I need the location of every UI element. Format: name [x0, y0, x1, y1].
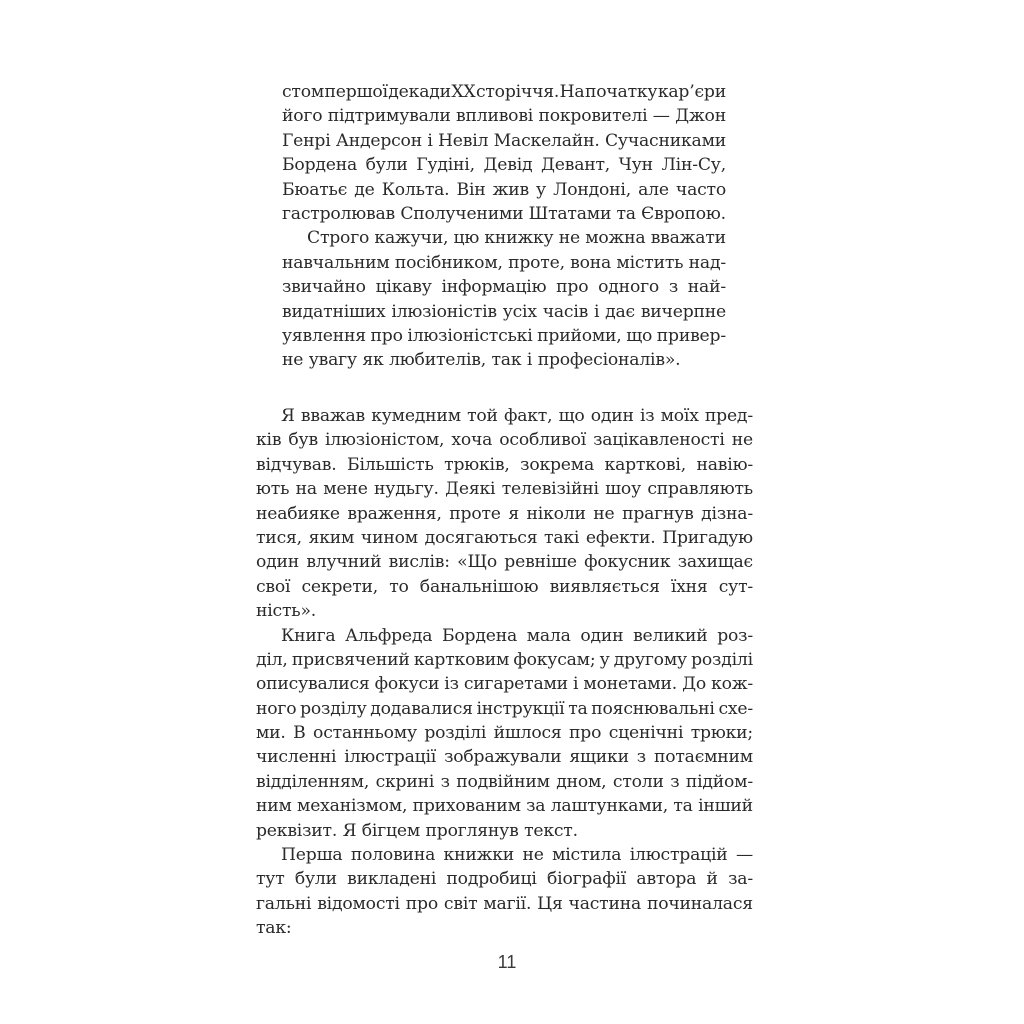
word: подвійним — [456, 771, 550, 792]
word: XX — [451, 82, 476, 102]
word: тися, — [256, 527, 302, 548]
word: Генрі — [282, 130, 331, 151]
word: так: — [256, 918, 292, 939]
word: скрині — [375, 771, 435, 792]
word: Чун — [618, 155, 653, 176]
word: пред- — [704, 406, 753, 426]
word: враження, — [347, 503, 442, 524]
word: столи — [612, 771, 664, 792]
word: що — [626, 325, 653, 346]
main-line — [256, 575, 753, 599]
word: Перша — [281, 845, 343, 866]
quote-line — [282, 202, 726, 226]
word: особливої — [499, 430, 587, 451]
word: про — [569, 723, 602, 744]
word: численні — [256, 747, 337, 768]
word: Строго — [307, 228, 370, 249]
word: сигаретами — [463, 674, 568, 695]
word: не — [593, 503, 615, 524]
word: професіоналів». — [537, 350, 681, 371]
word: з — [440, 771, 450, 792]
word: за — [526, 796, 546, 817]
word: посібником, — [394, 252, 503, 273]
word: їхня — [670, 576, 708, 597]
word: Він — [456, 179, 486, 200]
word: підтримували — [327, 106, 451, 127]
word: мала — [526, 625, 571, 646]
word: ків — [256, 430, 282, 451]
word: досягаються — [424, 527, 538, 548]
word: лаштунками, — [550, 796, 669, 817]
word: Книга — [281, 625, 336, 646]
word: та — [616, 203, 636, 224]
word: ніколи — [526, 503, 586, 524]
word: чином — [360, 527, 418, 548]
word: першої — [324, 82, 388, 102]
word: сценічні — [608, 723, 684, 744]
word: як — [362, 350, 384, 371]
word: містить — [616, 252, 684, 273]
quote-line — [282, 104, 726, 128]
quote-line — [282, 129, 726, 153]
word: ящики — [569, 747, 629, 768]
word: інструкції — [476, 698, 565, 719]
word: були — [294, 869, 337, 890]
word: ілюзіоністів — [391, 301, 497, 322]
word: До — [682, 674, 706, 695]
word: ревніше — [504, 552, 577, 573]
word: На — [559, 82, 585, 102]
word: світ — [443, 893, 478, 914]
word: один — [256, 552, 300, 573]
word: не — [558, 228, 580, 249]
word: Невіл — [438, 130, 489, 151]
main-line — [256, 624, 753, 648]
word: виявляється — [549, 576, 660, 597]
word: дізна- — [701, 503, 753, 524]
word: його — [282, 106, 323, 127]
word: Маскелайн. — [493, 130, 600, 151]
main-line — [256, 404, 753, 428]
word: трюки; — [690, 723, 753, 744]
main-line — [256, 745, 753, 769]
word: то — [389, 576, 409, 597]
word: той — [467, 406, 498, 426]
word: Деякі — [445, 479, 496, 500]
word: карткові, — [604, 454, 686, 475]
word: декади — [388, 82, 451, 102]
word: «Що — [457, 552, 498, 573]
word: В — [293, 723, 306, 744]
word: ілюстрації — [344, 747, 437, 768]
word: проглянув — [425, 820, 519, 841]
word: вважати — [650, 228, 726, 249]
word: один — [580, 625, 624, 646]
word: та — [568, 698, 588, 719]
word: монетами. — [583, 674, 677, 695]
word: з — [668, 277, 679, 298]
main-line — [256, 819, 753, 843]
main-line — [256, 599, 753, 623]
word: картковим — [413, 649, 510, 670]
word: увагу — [308, 350, 357, 371]
word: сут- — [718, 576, 753, 597]
word: Сучасниками — [604, 130, 726, 151]
word: не — [522, 845, 544, 866]
word: з — [636, 747, 646, 768]
word: про — [405, 893, 438, 914]
main-line — [256, 550, 753, 574]
quote-line — [282, 251, 726, 275]
main-line — [256, 648, 753, 672]
word: гальні — [256, 893, 312, 914]
word: викладені — [347, 869, 437, 890]
word: були — [365, 155, 408, 176]
word: покровителі — [538, 106, 648, 127]
word: відчував. — [256, 454, 337, 475]
word: вислів: — [388, 552, 450, 573]
main-line — [256, 672, 753, 696]
word: Джон — [675, 106, 726, 127]
word: прийоми, — [537, 325, 622, 346]
word: про — [370, 325, 403, 346]
page-number: 11 — [497, 952, 517, 972]
main-line — [256, 843, 753, 867]
word: магії. — [483, 893, 532, 914]
word: часто — [675, 179, 726, 200]
word: над- — [688, 252, 726, 273]
word: у — [536, 179, 546, 200]
word: відомості — [317, 893, 400, 914]
quote-line — [282, 324, 726, 348]
word: Лін-Су, — [661, 155, 726, 176]
word: прихованим — [412, 796, 521, 817]
word: ють — [256, 479, 290, 500]
word: привер- — [656, 325, 726, 346]
word: Лондоні, — [553, 179, 631, 200]
word: у — [599, 649, 610, 670]
word: текст. — [524, 820, 578, 841]
main-line — [256, 794, 753, 818]
word: схе- — [718, 698, 753, 719]
word: нудьгу. — [374, 479, 439, 500]
word: що — [558, 406, 585, 426]
word: проте — [449, 503, 501, 524]
word: гастролював — [282, 203, 396, 224]
quote-block — [282, 80, 726, 373]
word: з — [670, 771, 680, 792]
word: останньому — [313, 723, 417, 744]
main-line — [256, 770, 753, 794]
word: фокуси — [374, 674, 440, 695]
word: кар’єри — [657, 82, 726, 102]
word: підйом- — [685, 771, 753, 792]
word: був — [288, 430, 318, 451]
word: другому — [613, 649, 687, 670]
word: моїх — [660, 406, 699, 426]
word: навію- — [696, 454, 753, 475]
word: інформацію — [441, 277, 547, 298]
word: зображували — [444, 747, 562, 768]
word: Бордена — [441, 625, 518, 646]
word: Я — [281, 406, 295, 426]
word: уявлення — [282, 325, 366, 346]
word: ілюзіоністські — [407, 325, 533, 346]
word: на — [295, 479, 317, 500]
word: Пригадую — [662, 527, 753, 548]
word: ілюстрацій — [629, 845, 728, 866]
word: — — [735, 845, 753, 866]
word: любителів, — [389, 350, 486, 371]
word: хоча — [451, 430, 493, 451]
word: телевізійні — [501, 479, 599, 500]
word: банальнішою — [419, 576, 539, 597]
word: і — [427, 130, 433, 151]
word: ефекти. — [585, 527, 656, 548]
quote-line — [282, 178, 726, 202]
word: фокусник — [584, 552, 671, 573]
quote-line — [282, 153, 726, 177]
word: кож- — [711, 674, 753, 695]
main-line — [256, 453, 753, 477]
word: половина — [350, 845, 436, 866]
word: навчальним — [282, 252, 390, 273]
main-line — [256, 502, 753, 526]
word: Європою. — [641, 203, 726, 224]
word: часів — [542, 301, 589, 322]
word: описувалися — [256, 674, 370, 695]
word: Кольта. — [381, 179, 450, 200]
word: де — [354, 179, 375, 200]
word: починалася — [646, 893, 753, 914]
word: кажучи, — [374, 228, 449, 249]
main-line — [256, 867, 753, 891]
word: додавалися — [370, 698, 473, 719]
word: механізмом, — [297, 796, 408, 817]
word: початку — [584, 82, 658, 102]
word: частина — [568, 893, 642, 914]
word: йшлося — [493, 723, 562, 744]
word: про — [556, 277, 589, 298]
word: можна — [585, 228, 646, 249]
word: мене — [323, 479, 368, 500]
word: Девід — [483, 155, 533, 176]
word: стом — [282, 82, 325, 102]
word: прагнув — [622, 503, 694, 524]
word: влучний — [306, 552, 382, 573]
quote-line — [282, 226, 726, 250]
main-line — [256, 526, 753, 550]
word: сторіччя. — [475, 82, 560, 102]
word: потаємним — [653, 747, 753, 768]
word: ілюзіоністом, — [325, 430, 445, 451]
word: я — [508, 503, 519, 524]
word: один — [590, 406, 634, 426]
word: дном, — [556, 771, 607, 792]
main-line — [256, 892, 753, 916]
word: та — [673, 796, 693, 817]
quote-line — [282, 275, 726, 299]
word: вичерпне — [640, 301, 726, 322]
word: Більшість — [347, 454, 434, 475]
word: Ця — [537, 893, 563, 914]
word: розділі — [424, 723, 487, 744]
word: Андерсон — [335, 130, 422, 151]
word: за- — [728, 869, 753, 890]
word: пояснювальні — [591, 698, 715, 719]
main-line — [256, 477, 753, 501]
word: діл, — [256, 649, 288, 670]
word: присвячений — [291, 649, 410, 670]
word: і — [573, 674, 579, 695]
word: кумедним — [371, 406, 461, 426]
word: захищає — [677, 552, 753, 573]
word: тут — [256, 869, 285, 890]
word: Гудіні, — [416, 155, 475, 176]
word: зокрема — [520, 454, 594, 475]
word: й — [706, 869, 718, 890]
word: Штатами — [528, 203, 612, 224]
word: ним — [256, 796, 292, 817]
word: най- — [687, 277, 726, 298]
word: ного — [256, 698, 297, 719]
word: зацікавленості — [593, 430, 725, 451]
word: так — [491, 350, 522, 371]
word: Бордена — [282, 155, 358, 176]
word: містила — [552, 845, 622, 866]
word: вважав — [300, 406, 366, 426]
word: книжку — [484, 228, 554, 249]
word: — — [652, 106, 670, 127]
word: видатніших — [282, 301, 386, 322]
word: яким — [308, 527, 355, 548]
quote-line — [282, 300, 726, 324]
word: Девант, — [540, 155, 611, 176]
main-line — [256, 428, 753, 452]
word: цікаву — [375, 277, 432, 298]
word: одного — [598, 277, 660, 298]
word: такі — [544, 527, 580, 548]
word: жив — [492, 179, 529, 200]
word: проте, — [508, 252, 565, 273]
word: розділі — [691, 649, 753, 670]
word: і — [593, 301, 600, 322]
word: вона — [570, 252, 612, 273]
word: звичайно — [282, 277, 366, 298]
main-line — [256, 916, 753, 940]
word: Я — [342, 820, 357, 841]
word: цю — [453, 228, 480, 249]
word: із — [444, 674, 459, 695]
word: великий — [633, 625, 708, 646]
word: неабияке — [256, 503, 340, 524]
word: роз- — [717, 625, 753, 646]
word: свої — [256, 576, 291, 597]
word: трюків, — [444, 454, 510, 475]
word: але — [638, 179, 669, 200]
quote-line — [282, 348, 726, 372]
word: бігцем — [361, 820, 421, 841]
main-line — [256, 697, 753, 721]
word: подробиці — [446, 869, 537, 890]
quote-line — [282, 80, 726, 104]
word: реквізит. — [256, 820, 338, 841]
word: і — [526, 350, 533, 371]
word: відділенням, — [256, 771, 370, 792]
word: ми. — [256, 723, 286, 744]
word: дає — [605, 301, 635, 322]
word: біографії — [547, 869, 627, 890]
word: ність». — [256, 601, 317, 622]
word: шоу — [605, 479, 641, 500]
word: із — [639, 406, 655, 426]
word: інший — [698, 796, 753, 817]
word: розділу — [300, 698, 367, 719]
word: Сполученими — [400, 203, 524, 224]
word: усіх — [502, 301, 537, 322]
word: впливові — [456, 106, 534, 127]
word: фокусам; — [513, 649, 596, 670]
word: секрети, — [301, 576, 379, 597]
word: не — [731, 430, 753, 451]
main-line — [256, 721, 753, 745]
word: автора — [636, 869, 697, 890]
word: не — [282, 350, 304, 371]
word: Альфреда — [345, 625, 433, 646]
word: книжки — [443, 845, 515, 866]
main-text-block — [256, 404, 753, 941]
word: Бюатьє — [282, 179, 348, 200]
word: факт, — [503, 406, 553, 426]
word: справляють — [647, 479, 753, 500]
